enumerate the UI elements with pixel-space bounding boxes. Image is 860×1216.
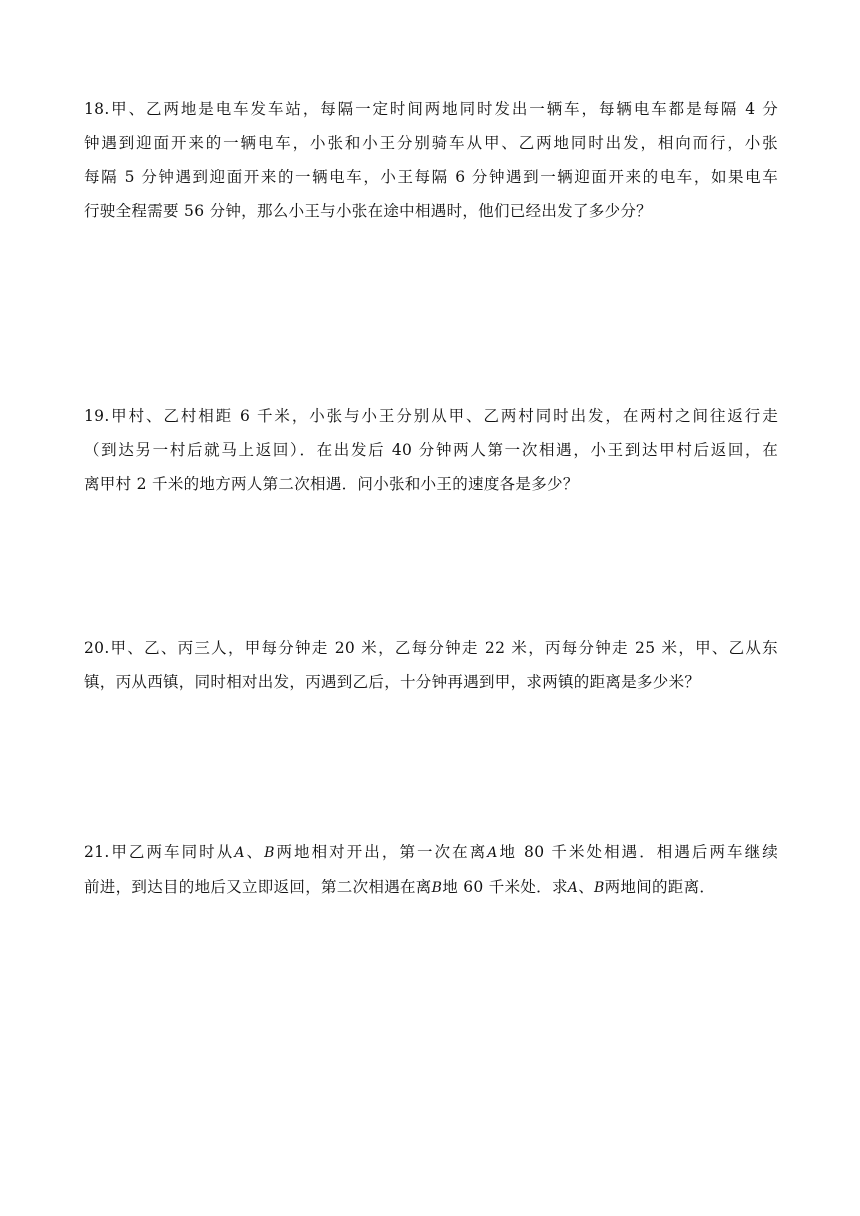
problem-text: 甲乙两车同时从	[109, 843, 235, 861]
problem-18-line-3: 每隔 5 分钟遇到迎面开来的一辆电车，小王每隔 6 分钟遇到一辆迎面开来的电车，如果电车	[84, 168, 778, 186]
problem-text: 甲村、乙村相距 6 千米，小张与小王分别从甲、乙两村同时出发，在两村之间往返行走	[109, 407, 778, 425]
problem-text: 两地间的距离．	[604, 878, 716, 896]
variable-a: A	[567, 880, 579, 896]
problem-number: 20.	[84, 639, 110, 657]
variable-b: B	[264, 845, 275, 861]
problem-text: 、	[244, 843, 265, 861]
problem-21-line-2	[84, 870, 778, 905]
problem-text: 、	[578, 878, 595, 896]
problem-19-line-2: （到达另一村后就马上返回）．在出发后 40 分钟两人第一次相遇，小王到达甲村后返回，在	[84, 441, 778, 459]
problem-number: 18.	[84, 100, 110, 118]
problem-19	[84, 399, 778, 501]
problem-21	[84, 835, 778, 905]
problem-21-line-1	[84, 835, 778, 870]
problem-number: 21.	[84, 843, 110, 861]
problem-18	[84, 92, 778, 228]
problem-text: 地 60 千米处．求	[442, 878, 568, 896]
problem-text: 两地相对开出，第一次在离	[274, 843, 488, 861]
problem-19-line-3: 离甲村 2 千米的地方两人第二次相遇．问小张和小王的速度各是多少？	[84, 475, 579, 493]
problem-number: 19.	[84, 407, 110, 425]
problem-20-line-2: 镇，丙从西镇，同时相对出发，丙遇到乙后，十分钟再遇到甲，求两镇的距离是多少米？	[84, 673, 701, 691]
problem-text: 前进，到达目的地后又立即返回，第二次相遇在离	[84, 878, 432, 896]
variable-a: A	[234, 845, 245, 861]
problem-18-line-1	[84, 92, 778, 126]
problem-20	[84, 631, 778, 699]
problem-text: 地 80 千米处相遇．相遇后两车继续	[497, 843, 778, 861]
problem-text: 甲、乙两地是电车发车站，每隔一定时间两地同时发出一辆车，每辆电车都是每隔 4 分	[109, 100, 778, 118]
problem-18-line-4: 行驶全程需要 56 分钟，那么小王与小张在途中相遇时，他们已经出发了多少分？	[84, 202, 652, 220]
variable-a: A	[487, 845, 498, 861]
problem-20-line-1	[84, 631, 778, 665]
problem-text: 甲、乙、丙三人，甲每分钟走 20 米，乙每分钟走 22 米，丙每分钟走 25 米，甲、乙从东	[109, 639, 778, 657]
problem-19-line-1	[84, 399, 778, 433]
problem-18-line-2: 钟遇到迎面开来的一辆电车，小张和小王分别骑车从甲、乙两地同时出发，相向而行，小张	[84, 134, 778, 152]
variable-b: B	[594, 880, 605, 896]
variable-b: B	[431, 880, 443, 896]
